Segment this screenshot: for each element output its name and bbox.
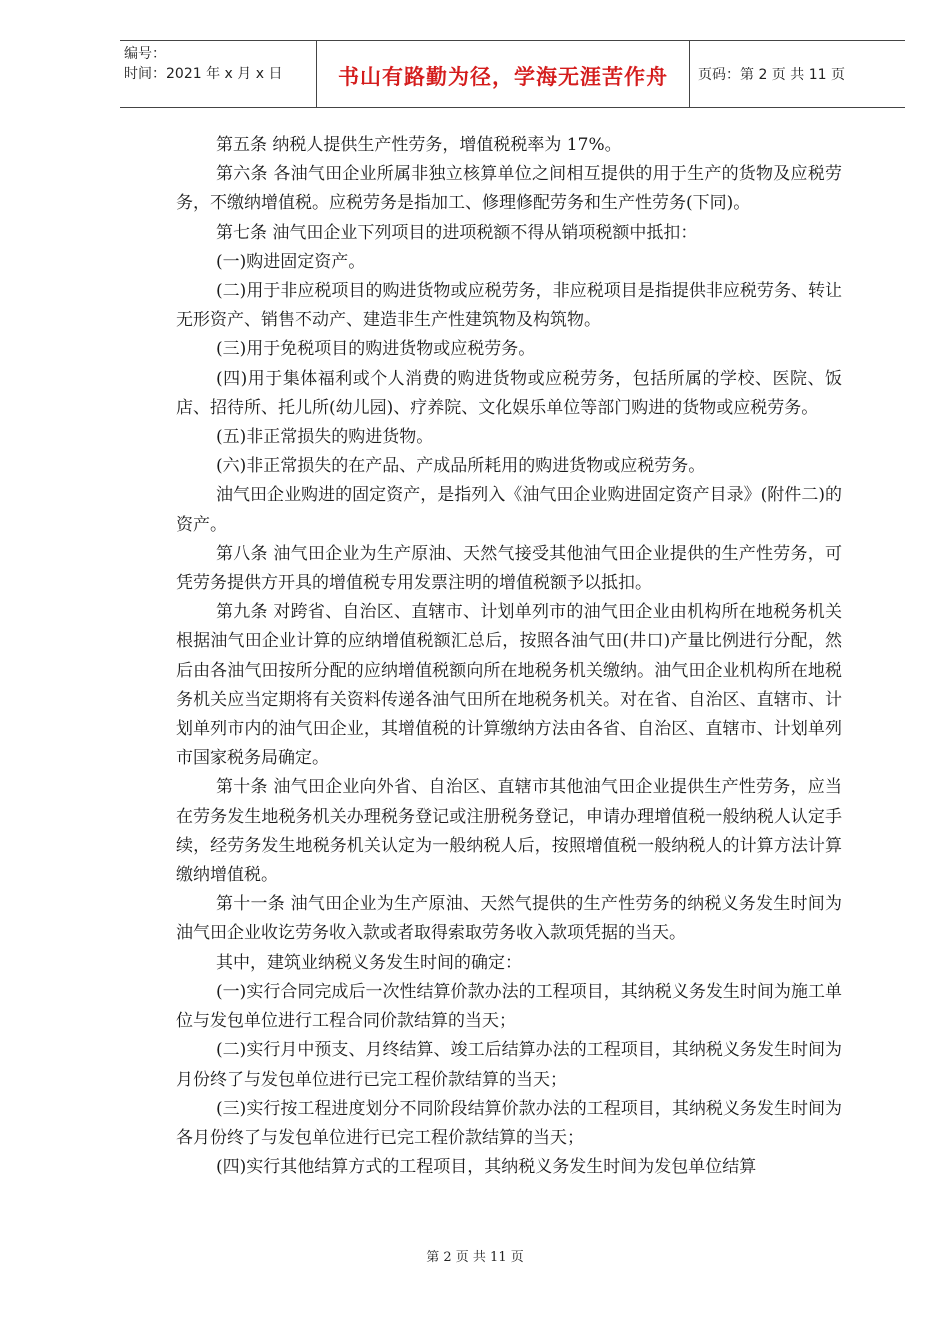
document-number-label: 编号：	[124, 46, 166, 62]
header-page-info-cell	[690, 41, 905, 107]
paragraph: 第九条 对跨省、自治区、直辖市、计划单列市的油气田企业由机构所在地税务机关根据油气田企业计算的应纳增值税额汇总后，按照各油气田(井口)产量比例进行分配，然后由各油气田按所分配的应纳增值税额向所在地税务机关缴纳。油气田企业机构所在地税务机关应当定期将有关资料传递各油气田所在地税务机关。对在省、自治区、直辖市、计划单列市内的油气田企业，其增值税的计算缴纳方法由各省、自治区、直辖市、计划单列市国家税务局确定。	[176, 602, 842, 769]
paragraph: 其中，建筑业纳税义务发生时间的确定：	[216, 952, 522, 973]
paragraph: 第七条 油气田企业下列项目的进项税额不得从销项税额中抵扣：	[216, 222, 698, 243]
paragraph: 第十条 油气田企业向外省、自治区、直辖市其他油气田企业提供生产性劳务，应当在劳务发生地税务机关办理税务登记或注册税务登记，申请办理增值税一般纳税人认定手续，经劳务发生地税务机关认定为一般纳税人后，按照增值税一般纳税人的计算方法计算缴纳增值税。	[176, 777, 842, 886]
paragraph: 油气田企业购进的固定资产，是指列入《油气田企业购进固定资产目录》(附件二)的资产。	[176, 485, 842, 535]
paragraph: 第八条 油气田企业为生产原油、天然气接受其他油气田企业提供的生产性劳务，可凭劳务提供方开具的增值税专用发票注明的增值税额予以抵扣。	[176, 543, 842, 594]
paragraph: 第六条 各油气田企业所属非独立核算单位之间相互提供的用于生产的货物及应税劳务，不缴纳增值税。应税劳务是指加工、修理修配劳务和生产性劳务(下同)。	[176, 164, 842, 214]
paragraph: (三)实行按工程进度划分不同阶段结算价款办法的工程项目，其纳税义务发生时间为各月份终了与发包单位进行已完工程价款结算的当天；	[176, 1098, 842, 1148]
paragraph: 第十一条 油气田企业为生产原油、天然气提供的生产性劳务的纳税义务发生时间为油气田企业收讫劳务收入款或者取得索取劳务收入款项凭据的当天。	[176, 894, 842, 944]
header-motto-cell	[316, 41, 690, 107]
paragraph: (一)购进固定资产。	[216, 251, 366, 272]
paragraph: (四)用于集体福利或个人消费的购进货物或应税劳务，包括所属的学校、医院、饭店、招待所、托儿所(幼儿园)、疗养院、文化娱乐单位等部门购进的货物或应税劳务。	[176, 368, 842, 418]
document-time: 时间：2021 年 x 月 x 日	[124, 66, 283, 82]
paragraph: (五)非正常损失的购进货物。	[216, 427, 434, 448]
paragraph: (二)实行月中预支、月终结算、竣工后结算办法的工程项目，其纳税义务发生时间为月份终了与发包单位进行已完工程价款结算的当天；	[176, 1040, 842, 1090]
paragraph: (四)实行其他结算方式的工程项目，其纳税义务发生时间为发包单位结算	[216, 1157, 757, 1178]
paragraph: (二)用于非应税项目的购进货物或应税劳务，非应税项目是指提供非应税劳务、转让无形资产、销售不动产、建造非生产性建筑物及构筑物。	[176, 281, 842, 331]
paragraph: (六)非正常损失的在产品、产成品所耗用的购进货物或应税劳务。	[216, 456, 706, 477]
footer-page-number: 第 2 页 共 11 页	[426, 1250, 524, 1265]
header-meta	[120, 41, 316, 107]
header-motto: 书山有路勤为径，学海无涯苦作舟	[338, 64, 668, 89]
page-footer	[0, 1246, 950, 1265]
paragraph: (一)实行合同完成后一次性结算价款办法的工程项目，其纳税义务发生时间为施工单位与发包单位进行工程合同价款结算的当天；	[176, 981, 842, 1032]
header-page-info: 页码：第 2 页 共 11 页	[698, 67, 845, 83]
paragraph: 第五条 纳税人提供生产性劳务，增值税税率为 17%。	[216, 135, 622, 155]
page-header	[120, 40, 905, 108]
document-body	[176, 131, 842, 1182]
paragraph: (三)用于免税项目的购进货物或应税劳务。	[216, 339, 536, 360]
